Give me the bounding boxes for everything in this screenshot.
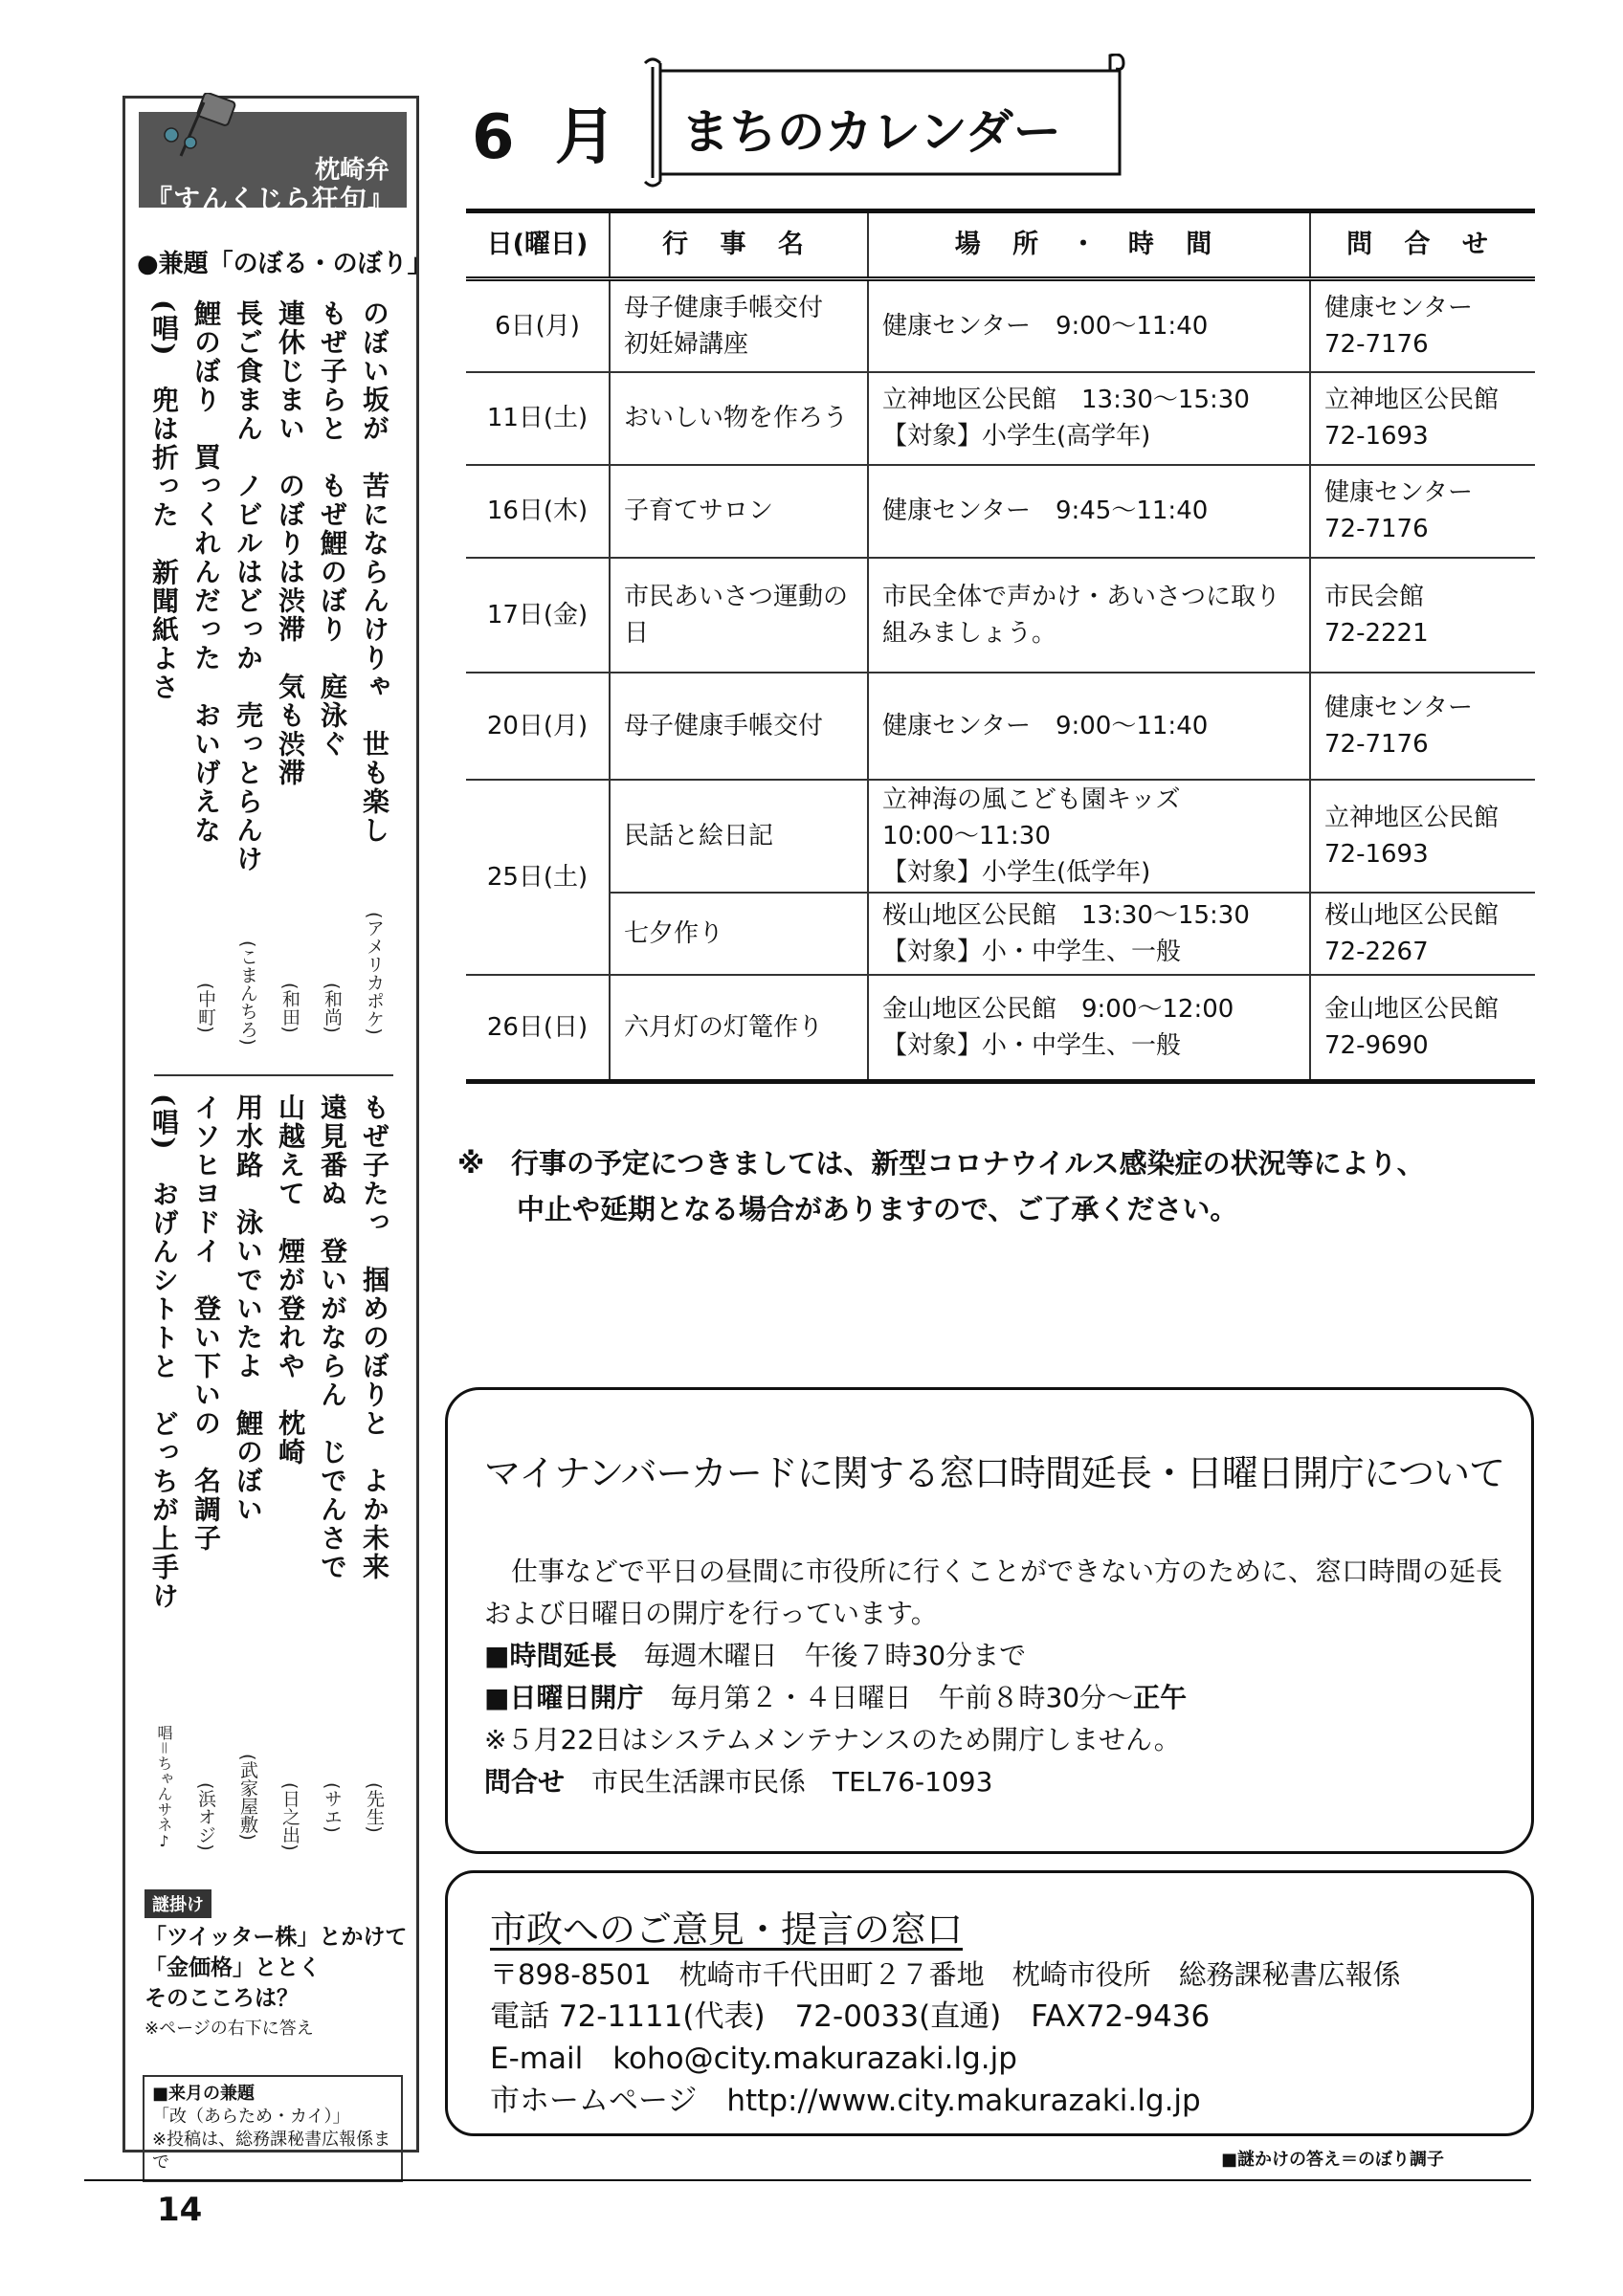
poem-8-author: (サエ) [322,1782,343,1833]
poem-4-author: (こまんちろ) [237,940,258,1046]
events-table [466,209,1535,1084]
cell-event: 六月灯の灯篭作り [610,975,868,1082]
column-header-place: 場 所 ・ 時 間 [868,211,1310,279]
cell-place: 金山地区公民館 9:00〜12:00 【対象】小・中学生、一般 [868,975,1310,1082]
riddle-line2: 「金価格」ととく [145,1955,321,1980]
sidebar-divider [154,1074,393,1076]
poem-3-author: (和田) [279,982,300,1033]
mynumber-title: マイナンバーカードに関する窓口時間延長・日曜日開庁について [484,1452,1505,1494]
sunday-value: 毎月第２・４日曜日 午前８時30分〜 [643,1682,1134,1713]
table-row [466,372,1535,465]
cell-event: 母子健康手帳交付 [610,673,868,780]
sidebar-header [139,112,407,215]
riddle-line1: 「ツイッター株」とかけて [145,1925,408,1950]
extension-label: ■時間延長 [484,1640,617,1671]
poem-7-author: (先生) [364,1782,385,1833]
sunday-value-end: 正午 [1133,1682,1188,1713]
opinion-phone: 電話 72-1111(代表) 72-0033(直通) FAX72-9436 [490,1999,1211,2034]
opinion-details [490,1954,1401,2122]
cell-event: 民話と絵日記 [610,780,868,893]
inkstone-brush-icon [162,93,238,160]
poem-4: 長ご食まん ノビルはどっか 売っとらんけ [233,299,264,873]
poem-12-author: 唱＝ちゃんサネ♪ [155,1725,173,1851]
cell-date: 17日(金) [466,558,610,673]
mynumber-paragraph: 仕事などで平日の昼間に市役所に行くことができない方のために、窓口時間の延長および日曜日の開庁を行っています。 [484,1556,1503,1629]
opinion-website[interactable]: 市ホームページ http://www.city.makurazaki.lg.jp [490,2084,1201,2118]
poem-10: 用水路 泳いでいたよ 鯉のぼい [233,1093,264,1524]
maintenance-note: ※５月22日はシステムメンテナンスのため開庁しません。 [484,1724,1181,1755]
poem-12: (唱) おげんシトトと どっちが上手け [148,1093,180,1611]
cell-date: 16日(木) [466,465,610,558]
table-header-row [466,211,1535,279]
next-theme-box [143,2075,403,2182]
column-header-contact: 問 合 せ [1310,211,1535,279]
cell-date: 11日(土) [466,372,610,465]
poem-1-author: (アメリカポケ) [364,912,385,1035]
notice-line2: 中止や延期となる場合がありますので、ご了承ください。 [517,1193,1238,1225]
poem-2-author: (和尚) [322,982,343,1033]
cell-place: 健康センター 9:00〜11:40 [868,673,1310,780]
poem-9-author: (日之出) [279,1782,300,1851]
mynumber-info-box [445,1387,1534,1854]
poem-5: 鯉のぼり 買っくれんだった おいげえな [190,299,222,845]
cell-place: 市民全体で声かけ・あいさつに取り組みましょう。 [868,558,1310,673]
cell-contact: 健康センター 72-7176 [1310,465,1535,558]
cell-event: 母子健康手帳交付 初妊婦講座 [610,279,868,372]
riddle-note: ※ページの右下に答え [145,2019,314,2039]
next-theme-note: ※投稿は、総務課秘書広報係まで [152,2130,391,2173]
notice-line1: 行事の予定につきましては、新型コロナウイルス感染症の状況等により、 [511,1147,1425,1180]
cell-contact: 立神地区公民館 72-1693 [1310,372,1535,465]
table-row [466,673,1535,780]
table-row [466,780,1535,893]
column-header-date: 日(曜日) [466,211,610,279]
poem-7: もぜ子たっ 掴めのぼりと よか未来 [359,1093,390,1581]
cell-contact: 健康センター 72-7176 [1310,279,1535,372]
table-row [466,558,1535,673]
table-row [466,279,1535,372]
opinion-title: 市政へのご意見・提言の窓口 [490,1909,964,1951]
cell-place: 健康センター 9:00〜11:40 [868,279,1310,372]
contact-value: 市民生活課市民係 TEL76-1093 [565,1766,993,1798]
contact-label: 問合せ [484,1766,566,1798]
cell-contact: 健康センター 72-7176 [1310,673,1535,780]
cell-place: 桜山地区公民館 13:30〜15:30 【対象】小・中学生、一般 [868,893,1310,975]
riddle-line3: そのこころは？ [145,1986,299,2011]
cell-event: 市民あいさつ運動の日 [610,558,868,673]
poem-6: (唱) 兜は折った 新聞紙よさ [148,299,180,702]
table-row [466,975,1535,1082]
page-title: まちのカレンダー [681,104,1061,160]
cell-contact: 立神地区公民館 72-1693 [1310,780,1535,893]
riddle-tag: 謎掛け [145,1889,211,1918]
cell-date: 25日(土) [466,780,610,975]
cell-event: 七夕作り [610,893,868,975]
riddle-answer: ■謎かけの答え＝のぼり調子 [1221,2150,1445,2170]
next-theme: 「改（あらため・カイ）」 [152,2107,350,2127]
column-header-event: 行 事 名 [610,211,868,279]
poem-2: もぜ子らと もぜ鯉のぼり 庭泳ぐ [317,299,348,759]
opinion-info-box [445,1870,1534,2136]
poem-10-author: (武家屋敷) [237,1754,258,1841]
opinion-address: 〒898-8501 枕崎市千代田町２７番地 枕崎市役所 総務課秘書広報係 [490,1958,1401,1991]
sidebar-theme: ●兼題「のぼる・のぼり」 [137,250,433,278]
notice-mark: ※ [457,1147,485,1180]
poem-5-author: (中町) [195,982,216,1033]
table-row [466,465,1535,558]
sidebar-header-line1: 枕崎弁 [314,156,389,185]
table-row [466,893,1535,975]
poem-8: 遠見番ぬ 登いがならん じでんさで [317,1093,348,1581]
cell-contact: 市民会館 72-2221 [1310,558,1535,673]
cell-contact: 桜山地区公民館 72-2267 [1310,893,1535,975]
month-label: 6 月 [472,102,626,173]
poem-3: 連休じまい のぼりは渋滞 気も渋滞 [275,299,306,787]
page-number: 14 [157,2191,203,2229]
opinion-email[interactable]: E-mail koho@city.makurazaki.lg.jp [490,2042,1017,2076]
poem-11: イソヒヨドイ 登い下いの 名調子 [190,1093,222,1553]
cell-event: 子育てサロン [610,465,868,558]
poem-11-author: (浜オジ) [195,1782,216,1851]
cell-contact: 金山地区公民館 72-9690 [1310,975,1535,1082]
sidebar-header-line2: 『すんくじら狂句』 [145,184,395,215]
extension-value: 毎週木曜日 午後７時30分まで [616,1640,1027,1671]
cell-place: 健康センター 9:45〜11:40 [868,465,1310,558]
footer-divider [84,2179,1531,2181]
cell-place: 立神地区公民館 13:30〜15:30 【対象】小学生(高学年) [868,372,1310,465]
sunday-label: ■日曜日開庁 [484,1682,644,1713]
cell-place: 立神海の風こども園キッズ 10:00〜11:30 【対象】小学生(低学年) [868,780,1310,893]
schedule-notice [457,1140,1548,1232]
cell-event: おいしい物を作ろう [610,372,868,465]
riddle [145,1922,412,2044]
cell-date: 20日(月) [466,673,610,780]
poem-1: のぼい坂が 苦にならんけりゃ 世も楽し [359,299,390,845]
sidebar-column [122,96,433,2173]
poem-9: 山越えて 煙が登れや 枕崎 [275,1093,306,1467]
cell-date: 6日(月) [466,279,610,372]
cell-date: 26日(日) [466,975,610,1082]
next-theme-title: ■来月の兼題 [152,2084,256,2104]
mynumber-body [484,1551,1508,1803]
